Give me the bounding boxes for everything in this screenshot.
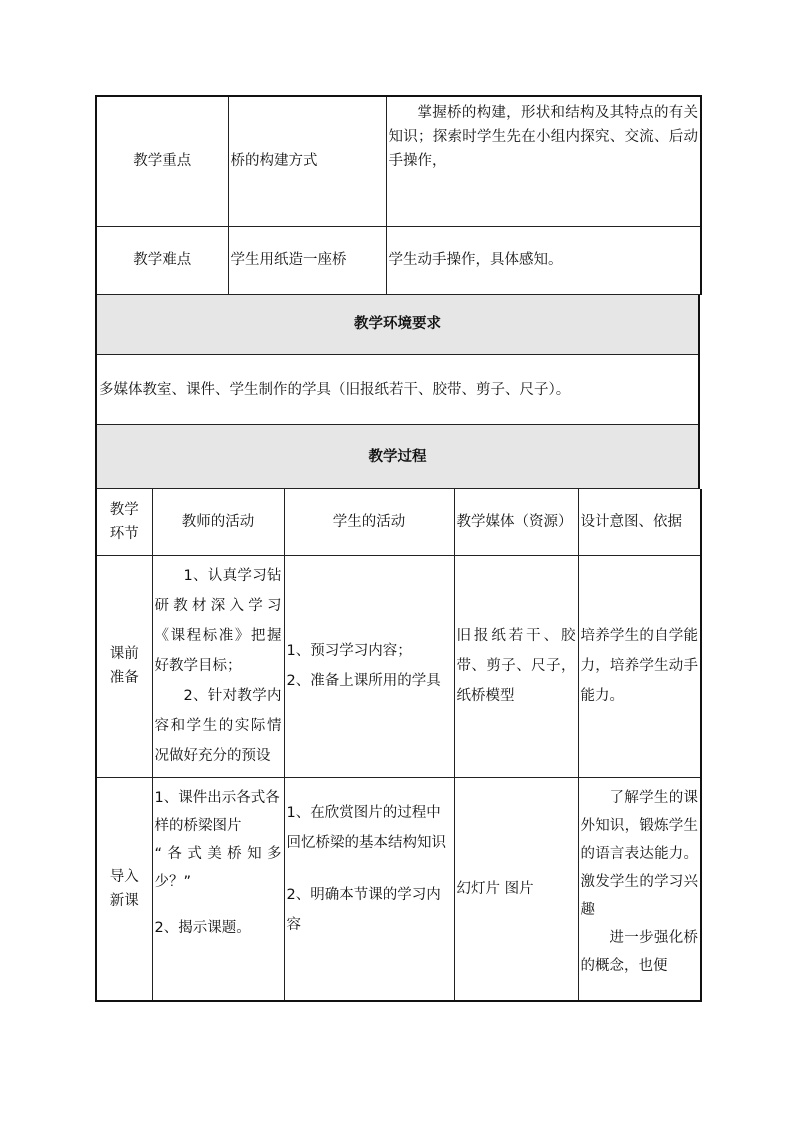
stage-cell: 课前 准备 bbox=[96, 555, 152, 777]
difficult-points-description: 学生动手操作，具体感知。 bbox=[386, 226, 701, 294]
col-teacher: 教师的活动 bbox=[152, 489, 284, 555]
points-table bbox=[95, 95, 702, 295]
col-intent: 设计意图、依据 bbox=[578, 489, 701, 555]
key-points-description: 掌握桥的构建，形状和结构及其特点的有关知识；探索时学生先在小组内探究、交流、后动手操作， bbox=[386, 96, 701, 226]
environment-table bbox=[95, 295, 700, 490]
key-points-label: 教学重点 bbox=[96, 96, 228, 226]
table-row bbox=[96, 777, 701, 1001]
teacher-activity: 1、认真学习钻研教材深入学习《课程标准》把握好教学目标； 2、针对教学内容和学生的实际情况做好充分的预设 bbox=[152, 555, 284, 777]
process-table bbox=[95, 489, 702, 1002]
process-header: 教学过程 bbox=[96, 425, 699, 489]
environment-content: 多媒体教室、课件、学生制作的学具（旧报纸若干、胶带、剪子、尺子）。 bbox=[96, 355, 699, 425]
media-cell: 旧报纸若干、胶带、剪子、尺子，纸桥模型 bbox=[454, 555, 578, 777]
process-columns-row bbox=[96, 489, 701, 555]
student-activity: 1、在欣赏图片的过程中回忆桥梁的基本结构知识 2、明确本节课的学习内容 bbox=[284, 777, 454, 1001]
key-points-topic: 桥的构建方式 bbox=[228, 96, 386, 226]
difficult-points-topic: 学生用纸造一座桥 bbox=[228, 226, 386, 294]
teacher-activity: 1、课件出示各式各样的桥梁图片 “各式美桥知多少？” 2、揭示课题。 bbox=[152, 777, 284, 1001]
lesson-plan-page bbox=[95, 95, 700, 1002]
col-student: 学生的活动 bbox=[284, 489, 454, 555]
intent-cell: 培养学生的自学能力，培养学生动手能力。 bbox=[578, 555, 701, 777]
student-activity: 1、预习学习内容； 2、准备上课所用的学具 bbox=[284, 555, 454, 777]
table-row bbox=[96, 555, 701, 777]
media-cell: 幻灯片 图片 bbox=[454, 777, 578, 1001]
environment-header: 教学环境要求 bbox=[96, 295, 699, 355]
difficult-points-label: 教学难点 bbox=[96, 226, 228, 294]
stage-cell: 导入 新课 bbox=[96, 777, 152, 1001]
col-stage: 教学 环节 bbox=[96, 489, 152, 555]
col-media: 教学媒体（资源） bbox=[454, 489, 578, 555]
intent-cell: 了解学生的课外知识，锻炼学生的语言表达能力。激发学生的学习兴趣 进一步强化桥的概念，也便 bbox=[578, 777, 701, 1001]
